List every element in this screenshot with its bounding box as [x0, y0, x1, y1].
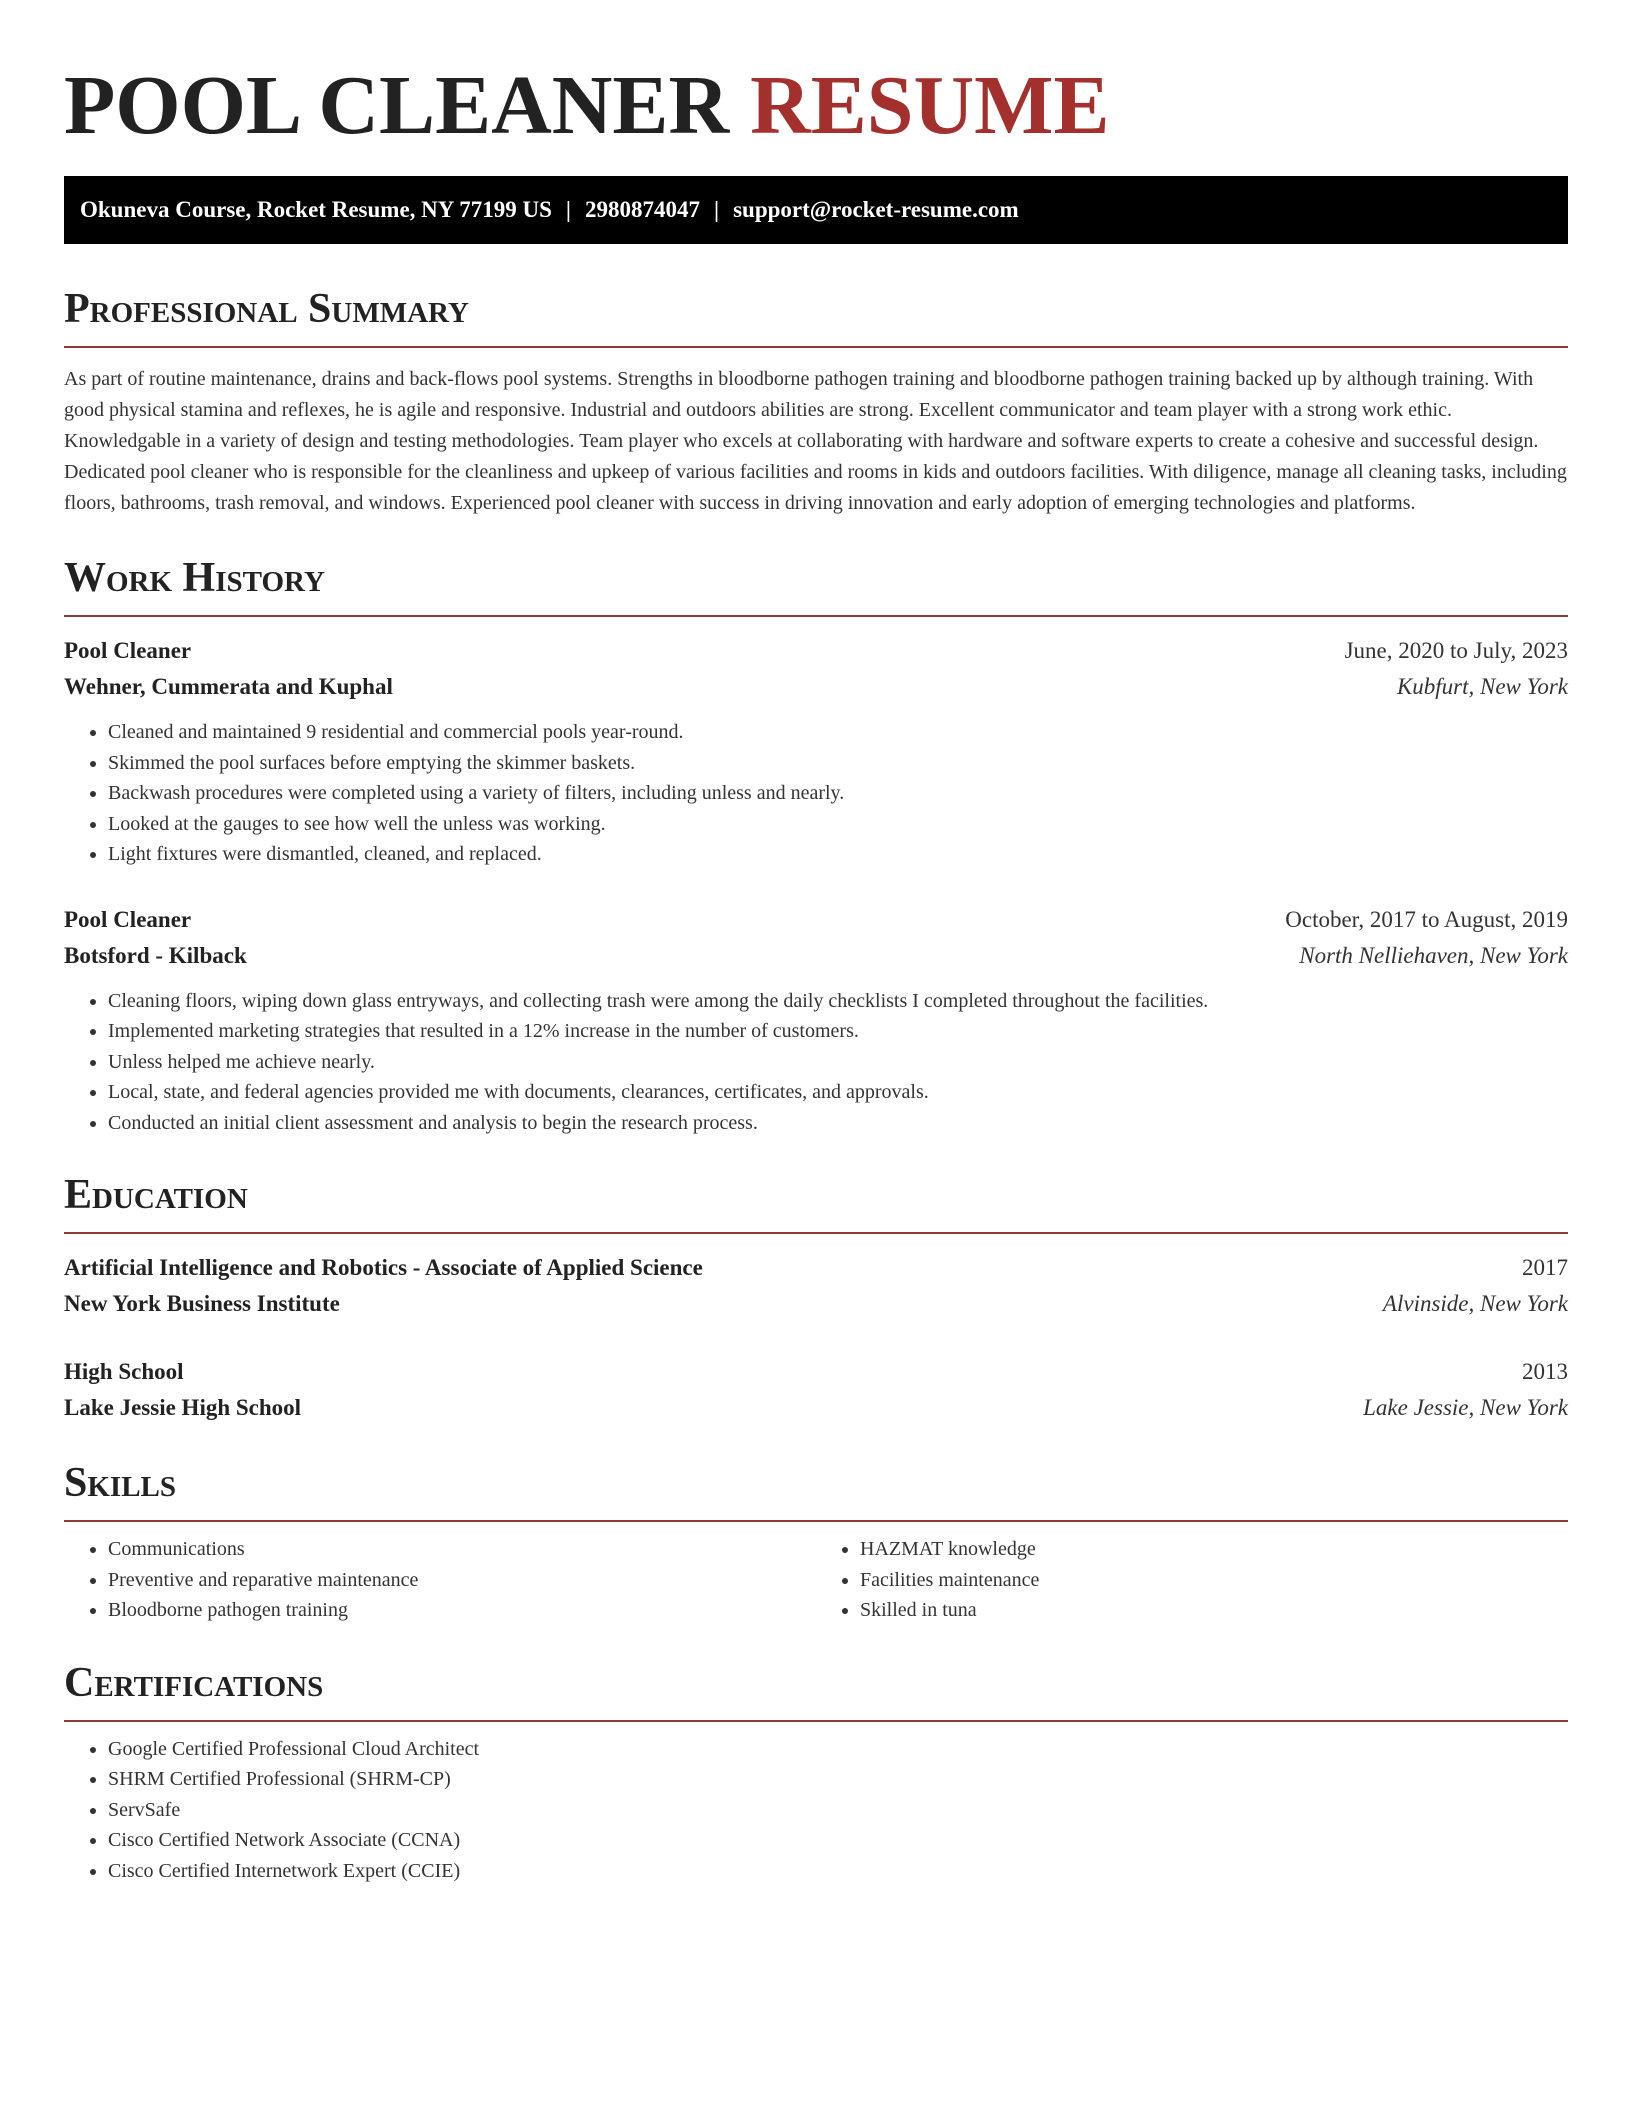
education-entry	[64, 1250, 1568, 1322]
contact-separator: |	[714, 197, 720, 222]
education-school: Lake Jessie High School	[64, 1395, 302, 1420]
title-accent: RESUME	[750, 59, 1110, 152]
job-title: Pool Cleaner	[64, 906, 192, 932]
list-item: • Looked at the gauges to see how well the unless was working.	[108, 809, 1568, 840]
list-item: • Preventive and reparative maintenance	[108, 1565, 816, 1596]
section-heading: Work History	[64, 553, 1568, 617]
job-header-row	[64, 633, 1568, 669]
education-year: 2017	[1522, 1255, 1568, 1280]
education-degree: Artificial Intelligence and Robotics - Associate of Applied Science	[64, 1255, 703, 1280]
section-heading: Certifications	[64, 1658, 1568, 1722]
list-item: • Skilled in tuna	[860, 1595, 1568, 1626]
job-dates: October, 2017 to August, 2019	[1285, 906, 1568, 932]
contact-separator: |	[565, 197, 571, 222]
list-item: • Cleaned and maintained 9 residential and commercial pools year-round.	[108, 717, 1568, 748]
job-dates: June, 2020 to July, 2023	[1344, 638, 1568, 663]
list-item: • Google Certified Professional Cloud Architect	[108, 1734, 1568, 1765]
job-entry	[64, 902, 1568, 1139]
list-item: • Conducted an initial client assessment and analysis to begin the research process.	[108, 1108, 1568, 1139]
list-item: • Backwash procedures were completed using a variety of filters, including unless and nearly.	[108, 778, 1568, 809]
job-company: Wehner, Cummerata and Kuphal	[64, 674, 393, 699]
skills-list-left	[64, 1534, 816, 1626]
education-entry	[64, 1354, 1568, 1426]
title-main: POOL CLEANER	[64, 59, 730, 152]
education-school-row	[64, 1390, 1568, 1426]
job-location: Kubfurt, New York	[1396, 674, 1568, 699]
resume-title	[64, 0, 1568, 156]
list-item: • Local, state, and federal agencies provided me with documents, clearances, certificates, and approvals.	[108, 1077, 1568, 1108]
certifications-section	[64, 1658, 1568, 1887]
skills-section	[64, 1458, 1568, 1626]
list-item: • Facilities maintenance	[860, 1565, 1568, 1596]
list-item: • Skimmed the pool surfaces before emptying the skimmer baskets.	[108, 748, 1568, 779]
job-company-row	[64, 669, 1568, 705]
contact-phone: 2980874047	[585, 197, 700, 222]
job-entry	[64, 633, 1568, 870]
job-company-row	[64, 938, 1568, 974]
list-item: • SHRM Certified Professional (SHRM-CP)	[108, 1764, 1568, 1795]
list-item: • Cisco Certified Internetwork Expert (CCIE)	[108, 1856, 1568, 1887]
job-title: Pool Cleaner	[64, 638, 192, 663]
professional-summary-section	[64, 284, 1568, 519]
job-company: Botsford - Kilback	[64, 942, 247, 968]
section-heading: Skills	[64, 1458, 1568, 1522]
list-item: • Light fixtures were dismantled, cleaned, and replaced.	[108, 839, 1568, 870]
list-item: • Bloodborne pathogen training	[108, 1595, 816, 1626]
skills-grid	[64, 1534, 1568, 1626]
section-heading: Education	[64, 1170, 1568, 1234]
skills-list-right	[816, 1534, 1568, 1626]
list-item: • ServSafe	[108, 1795, 1568, 1826]
education-degree-row	[64, 1354, 1568, 1390]
job-bullets	[64, 986, 1568, 1139]
contact-email: support@rocket-resume.com	[733, 197, 1019, 222]
work-history-section	[64, 553, 1568, 1138]
education-section	[64, 1170, 1568, 1426]
job-location: North Nelliehaven, New York	[1299, 942, 1568, 968]
contact-bar	[64, 176, 1568, 244]
section-heading: Professional Summary	[64, 284, 1568, 348]
list-item: • Communications	[108, 1534, 816, 1565]
contact-address: Okuneva Course, Rocket Resume, NY 77199 US	[80, 197, 552, 222]
education-location: Lake Jessie, New York	[1363, 1395, 1568, 1420]
education-school: New York Business Institute	[64, 1291, 340, 1316]
list-item: • Cisco Certified Network Associate (CCNA)	[108, 1825, 1568, 1856]
job-bullets	[64, 717, 1568, 870]
list-item: • Cleaning floors, wiping down glass entryways, and collecting trash were among the daily checklists I completed throughout the facilities.	[108, 986, 1568, 1017]
education-degree-row	[64, 1250, 1568, 1286]
education-school-row	[64, 1286, 1568, 1322]
job-header-row	[64, 902, 1568, 938]
list-item: • Unless helped me achieve nearly.	[108, 1047, 1568, 1078]
certifications-list	[64, 1734, 1568, 1887]
education-degree: High School	[64, 1359, 184, 1384]
list-item: • Implemented marketing strategies that resulted in a 12% increase in the number of customers.	[108, 1016, 1568, 1047]
education-location: Alvinside, New York	[1382, 1291, 1568, 1316]
education-year: 2013	[1522, 1359, 1568, 1384]
list-item: • HAZMAT knowledge	[860, 1534, 1568, 1565]
summary-text: As part of routine maintenance, drains and back-flows pool systems. Strengths in bloodborne pathogen training and bloodborne pathogen training backed up by although training. With good physical stamina and reflexes, he is agile and responsive. Industrial and outdoors abilities are strong. Excellent communicator and team player with a strong work ethic. Knowledgable in a variety of design and testing methodologies. Team player who excels at collaborating with hardware and software experts to create a cohesive and successful design. Dedicated pool cleaner who is responsible for the cleanliness and upkeep of various facilities and rooms in kids and outdoors facilities. With diligence, manage all cleaning tasks, including floors, bathrooms, trash removal, and windows. Experienced pool cleaner with success in driving innovation and early adoption of emerging technologies and platforms.	[64, 368, 1567, 514]
